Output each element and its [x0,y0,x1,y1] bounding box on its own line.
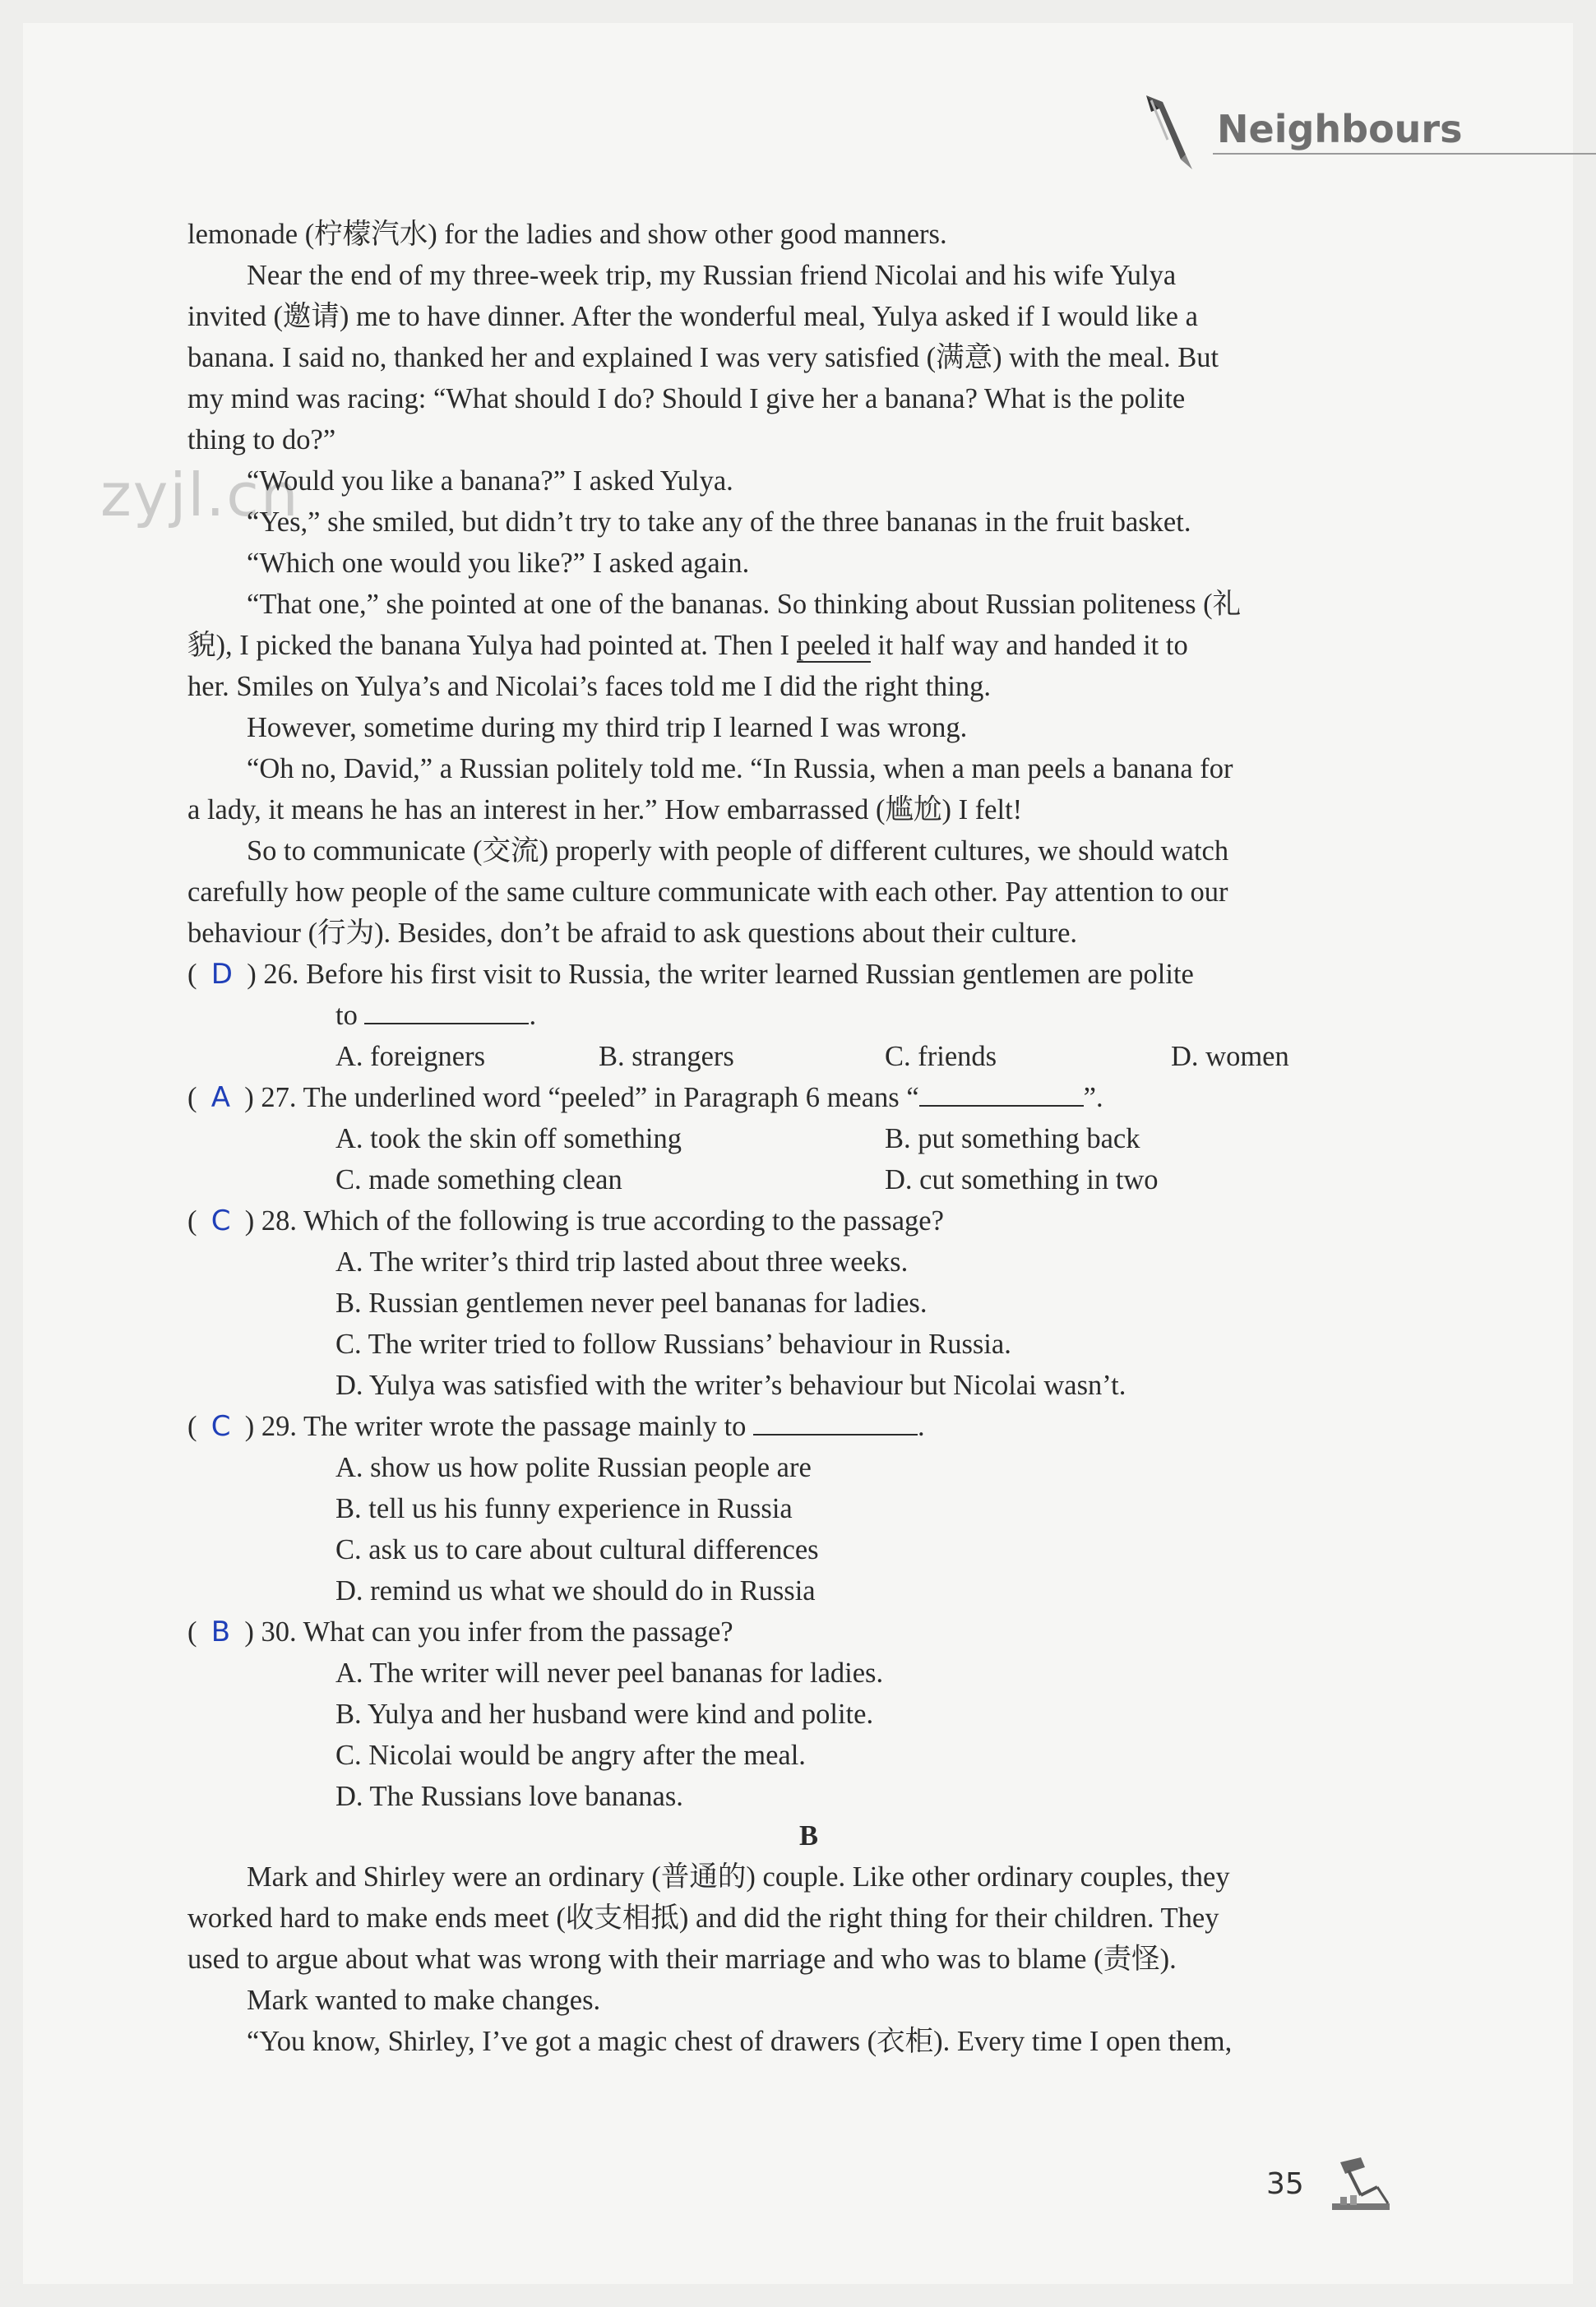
answer-blank [364,1022,529,1024]
passage-line: “That one,” she pointed at one of the bananas. So thinking about Russian politeness (礼 [247,589,1242,620]
question-number: 30. [261,1616,297,1648]
passage-line: Mark and Shirley were an ordinary (普通的) couple. Like other ordinary couples, they [247,1861,1230,1893]
question-number: 26. [263,959,299,990]
header-rule [1213,153,1596,155]
passage-line: Mark wanted to make changes. [247,1985,601,2016]
question-number: 28. [261,1205,297,1237]
option: B. strangers [599,1041,734,1072]
passage-line: However, sometime during my third trip I learned I was wrong. [247,712,968,743]
pen-icon [1135,90,1200,173]
question-stem: What can you infer from the passage? [303,1616,733,1648]
option: C. friends [885,1041,997,1072]
option: C. The writer tried to follow Russians’ behaviour in Russia. [335,1329,1011,1360]
answer-blank [753,1433,918,1436]
option: A. The writer’s third trip lasted about three weeks. [335,1246,909,1278]
option: A. The writer will never peel bananas for ladies. [335,1657,884,1689]
passage-line: banana. I said no, thanked her and explained I was very satisfied (满意) with the meal. But [187,342,1219,373]
section-heading: B [799,1820,819,1852]
passage-line: “Oh no, David,” a Russian politely told me. “In Russia, when a man peels a banana for [247,753,1233,784]
passage-line: a lady, it means he has an interest in her.” How embarrassed (尴尬) I felt! [187,794,1023,825]
option: B. Yulya and her husband were kind and polite. [335,1699,874,1730]
passage-line: used to argue about what was wrong with their marriage and who was to blame (责怪). [187,1944,1177,1975]
option: A. foreigners [335,1041,486,1072]
option: A. show us how polite Russian people are [335,1452,812,1483]
option: D. cut something in two [885,1164,1159,1195]
question-stem: The underlined word “peeled” in Paragraph 6 means “ [303,1082,919,1113]
question-27: ( A ) 27. The underlined word “peeled” in Paragraph 6 means “ ”. [187,1081,1103,1114]
option: D. Yulya was satisfied with the writer’s behaviour but Nicolai wasn’t. [335,1370,1126,1401]
answer-mark: D [210,958,233,991]
page-number: 35 [1266,2167,1304,2201]
question-26: ( D ) 26. Before his first visit to Russia, the writer learned Russian gentlemen are polite [187,958,1194,991]
question-28: ( C ) 28. Which of the following is true according to the passage? [187,1204,944,1237]
question-stem: Before his first visit to Russia, the writer learned Russian gentlemen are polite [306,959,1194,990]
question-number: 29. [261,1411,297,1442]
option: D. women [1171,1041,1289,1072]
option: D. The Russians love bananas. [335,1781,683,1812]
option: A. took the skin off something [335,1123,682,1154]
answer-blank [919,1104,1084,1107]
option: B. tell us his funny experience in Russia [335,1493,793,1524]
passage-line: “Would you like a banana?” I asked Yulya. [247,465,733,497]
passage-line: lemonade (柠檬汽水) for the ladies and show other good manners. [187,219,947,250]
passage-line: behaviour (行为). Besides, don’t be afraid to ask questions about their culture. [187,918,1078,949]
passage-line: my mind was racing: “What should I do? Should I give her a banana? What is the polite [187,383,1186,414]
option: C. made something clean [335,1164,622,1195]
chapter-title: Neighbours [1217,107,1463,151]
question-number: 27. [261,1082,297,1113]
underlined-word: peeled [796,630,871,661]
line-text: it half way and handed it to [870,630,1188,661]
answer-mark: C [210,1410,231,1443]
option: C. ask us to care about cultural differences [335,1534,819,1565]
option: B. Russian gentlemen never peel bananas for ladies. [335,1288,928,1319]
question-stem: Which of the following is true according to the passage? [303,1205,944,1237]
passage-line: her. Smiles on Yulya’s and Nicolai’s faces told me I did the right thing. [187,671,992,702]
chapter-header [1135,90,1595,164]
passage-line: “Which one would you like?” I asked again. [247,548,750,579]
answer-mark: A [210,1081,231,1114]
passage-line: Near the end of my three-week trip, my Russian friend Nicolai and his wife Yulya [247,260,1177,291]
passage-line: worked hard to make ends meet (收支相抵) and did the right thing for their children. They [187,1902,1219,1934]
option: B. put something back [885,1123,1140,1154]
question-29: ( C ) 29. The writer wrote the passage mainly to . [187,1410,925,1443]
question-stem-cont: to . [335,1000,537,1031]
passage-line: “Yes,” she smiled, but didn’t try to take any of the three bananas in the fruit basket. [247,506,1191,538]
passage-line [187,625,1188,666]
page-footer [1266,2154,1414,2220]
answer-mark: B [210,1616,231,1648]
desk-lamp-icon [1316,2154,1398,2220]
option: D. remind us what we should do in Russia [335,1575,816,1607]
watermark: zyjl.cn [100,460,300,529]
passage-line: So to communicate (交流) properly with people of different cultures, we should watch [247,835,1229,867]
answer-mark: C [210,1204,231,1237]
line-text: 貌), I picked the banana Yulya had pointed at. Then I [187,630,797,661]
passage-line: thing to do?” [187,424,336,455]
passage-line: “You know, Shirley, I’ve got a magic chest of drawers (衣柜). Every time I open them, [247,2026,1233,2057]
question-30: ( B ) 30. What can you infer from the passage? [187,1616,733,1648]
option: C. Nicolai would be angry after the meal. [335,1740,806,1771]
passage-line: carefully how people of the same culture communicate with each other. Pay attention to our [187,876,1228,908]
passage-line: invited (邀请) me to have dinner. After the wonderful meal, Yulya asked if I would like a [187,301,1198,332]
question-stem: The writer wrote the passage mainly to [303,1411,747,1442]
